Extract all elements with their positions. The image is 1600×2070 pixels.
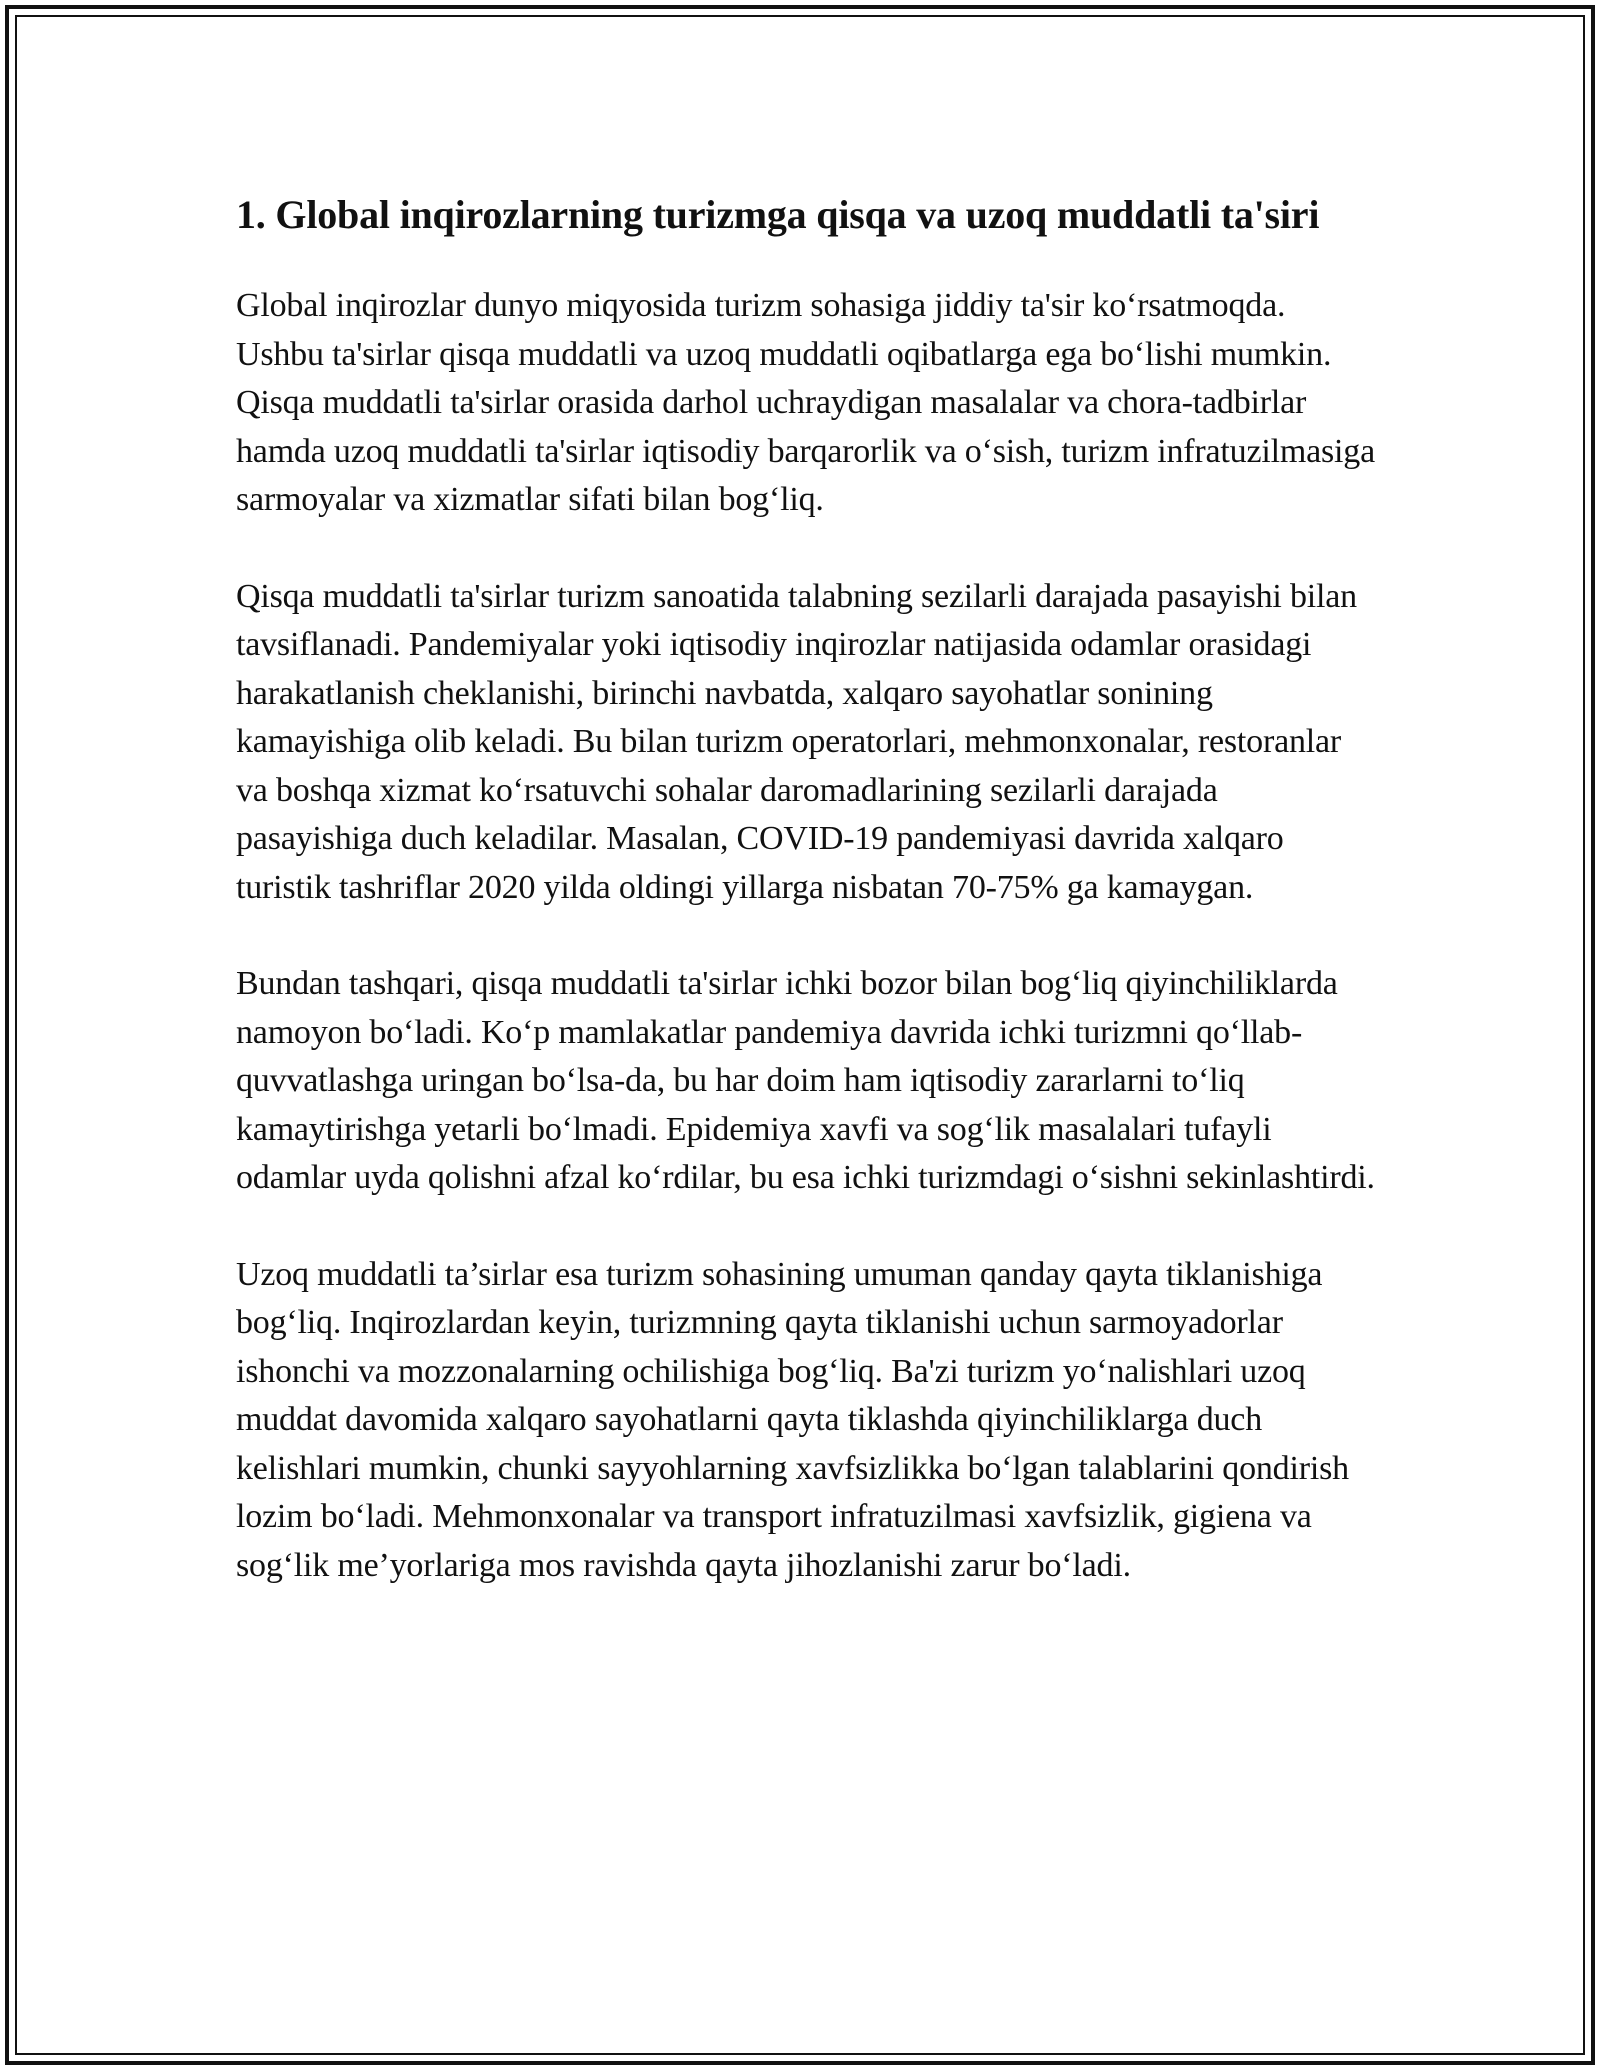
paragraph-1: Global inqirozlar dunyo miqyosida turizm sohasiga jiddiy ta'sir ko‘rsatmoqda. Ushbu ta'sirlar qisqa muddatli va uzoq muddatli oqibatlarga ega bo‘lishi mumkin. Qisqa muddatli ta'sirlar orasida darhol uchraydigan masalalar va chora-tadbirlar hamda uzoq muddatli ta'sirlar iqtisodiy barqarorlik va o‘sish, turizm infratuzilmasiga sarmoyalar va xizmatlar sifati bilan bog‘liq. xyxy=(236,287,1375,518)
paragraph-3: Bundan tashqari, qisqa muddatli ta'sirlar ichki bozor bilan bog‘liq qiyinchiliklarda namoyon bo‘ladi. Ko‘p mamlakatlar pandemiya davrida ichki turizmni qo‘llab-quvvatlashga uringan bo‘lsa-da, bu har doim ham iqtisodiy zararlarni to‘liq kamaytirishga yetarli bo‘lmadi. Epidemiya xavfi va sog‘lik masalalari tufayli odamlar uyda qolishni afzal ko‘rdilar, bu esa ichki turizmdagi o‘sishni sekinlashtirdi. xyxy=(236,965,1375,1196)
paragraph-2: Qisqa muddatli ta'sirlar turizm sanoatida talabning sezilarli darajada pasayishi bilan tavsiflanadi. Pandemiyalar yoki iqtisodiy inqirozlar natijasida odamlar orasidagi harakatlanish cheklanishi, birinchi navbatda, xalqaro sayohatlar sonining kamayishiga olib keladi. Bu bilan turizm operatorlari, mehmonxonalar, restoranlar va boshqa xizmat ko‘rsatuvchi sohalar daromadlarining sezilarli darajada pasayishiga duch keladilar. Masalan, COVID-19 pandemiyasi davrida xalqaro turistik tashriflar 2020 yilda oldingi yillarga nisbatan 70-75% ga kamaygan. xyxy=(236,577,1357,906)
document-body xyxy=(236,188,1376,1638)
paragraph-4: Uzoq muddatli ta’sirlar esa turizm sohasining umuman qanday qayta tiklanishiga bog‘liq. Inqirozlardan keyin, turizmning qayta tiklanishi uchun sarmoyadorlar ishonchi va mozzonalarning ochilishiga bog‘liq. Ba'zi turizm yo‘nalishlari uzoq muddat davomida xalqaro sayohatlarni qayta tiklashda qiyinchiliklarga duch kelishlari mumkin, chunki sayyohlarning xavfsizlikka bo‘lgan talablarini qondirish lozim bo‘ladi. Mehmonxonalar va transport infratuzilmasi xavfsizlik, gigiena va sog‘lik me’yorlariga mos ravishda qayta jihozlanishi zarur bo‘ladi. xyxy=(236,1255,1349,1584)
section-heading: 1. Global inqirozlarning turizmga qisqa va uzoq muddatli ta'siri xyxy=(236,192,1320,237)
